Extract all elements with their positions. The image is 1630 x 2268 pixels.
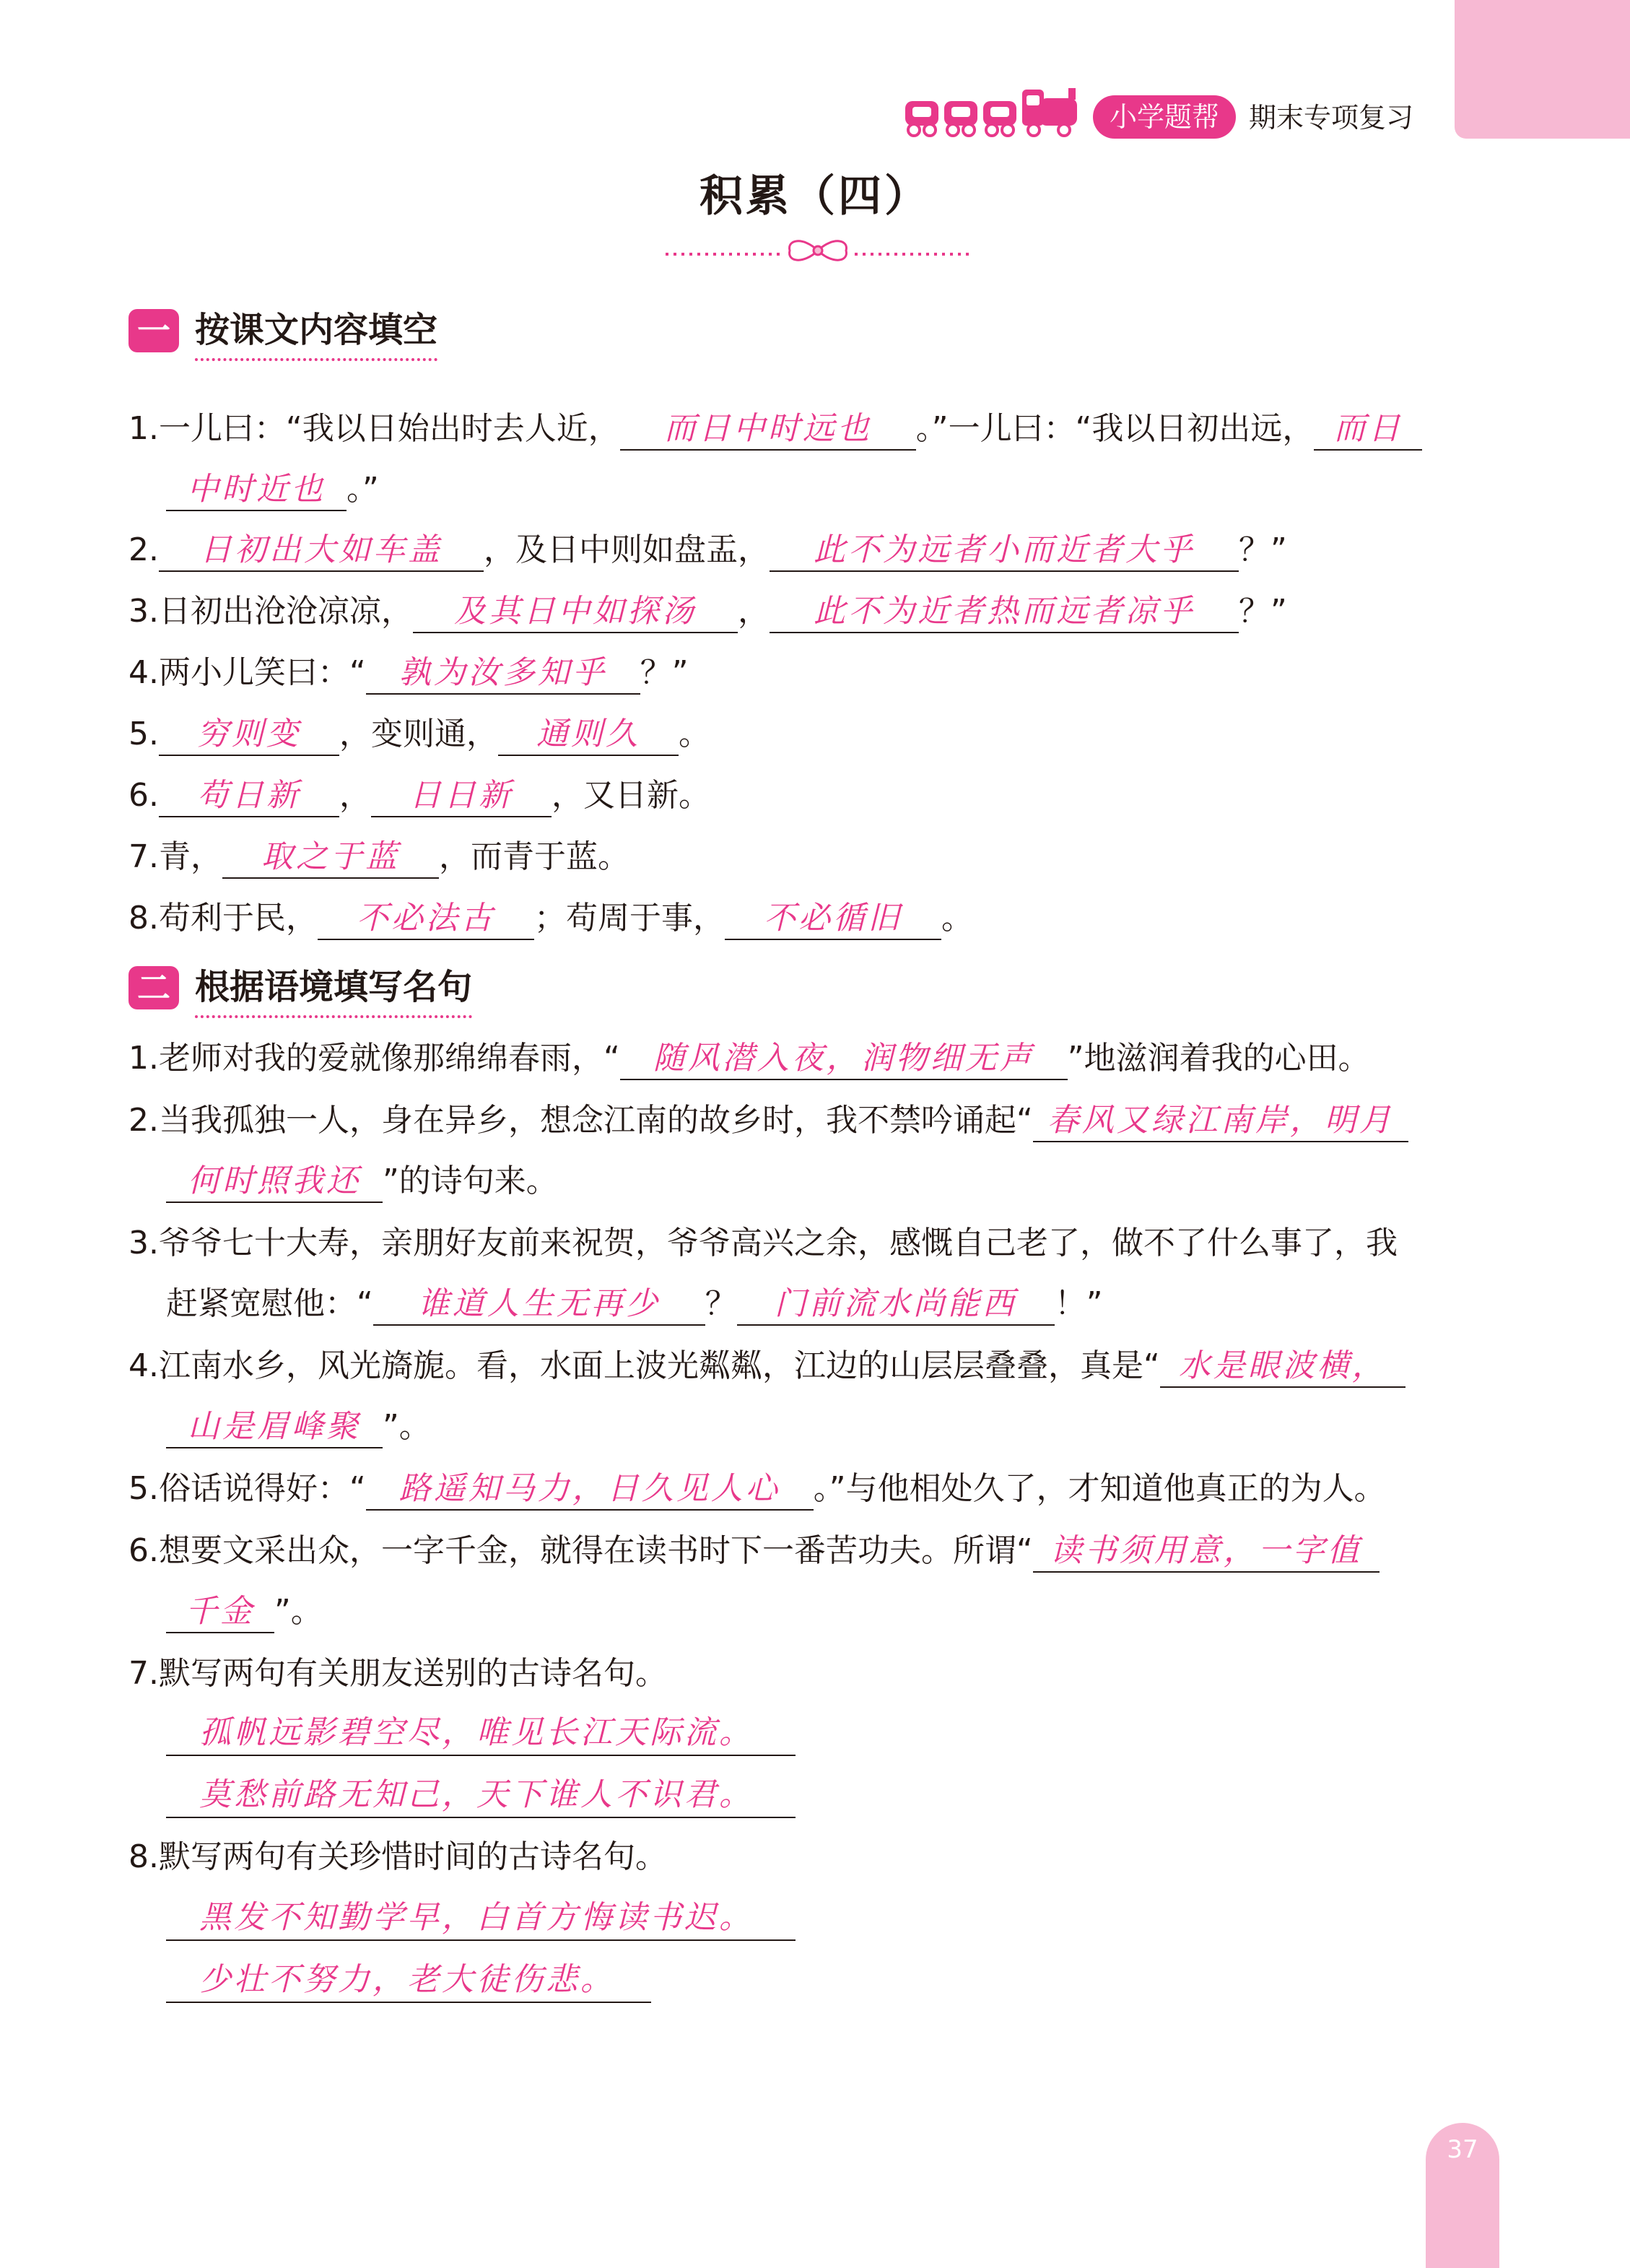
s1-q1-line1 xyxy=(128,407,1422,451)
q-num: 5. xyxy=(128,716,159,752)
q-text: 日初出沧沧凉凉， xyxy=(158,593,413,630)
q-text: 。” xyxy=(347,471,379,508)
s1-q8 xyxy=(128,897,973,940)
q-text: 俗话说得好：“ xyxy=(158,1470,366,1507)
s2-q2-line1 xyxy=(128,1099,1408,1142)
s2-q5 xyxy=(128,1467,1386,1511)
answer-blank: 日日新 xyxy=(371,775,552,817)
s2-q7-answer-2: 莫愁前路无知己，天下谁人不识君。 xyxy=(166,1773,796,1818)
q-text: ；苟周于事， xyxy=(533,900,725,937)
q-num: 4. xyxy=(128,654,159,691)
q-num: 8. xyxy=(128,900,159,937)
page-title: 积累（四） xyxy=(699,171,931,222)
q-num: 1. xyxy=(128,410,159,447)
answer-blank: 中时近也 xyxy=(166,469,347,511)
q-text: ，又日新。 xyxy=(551,777,710,814)
q-num: 7. xyxy=(128,838,159,875)
q-text: ，变则通， xyxy=(339,716,498,752)
answer-blank: 不必循旧 xyxy=(725,898,941,940)
s2-q8 xyxy=(128,1835,667,1879)
s2-q6-line1 xyxy=(128,1529,1380,1573)
section-1-number: 一 xyxy=(128,309,179,352)
corner-tab xyxy=(1455,0,1630,139)
answer-blank: 通则久 xyxy=(498,714,679,756)
q-text: ！” xyxy=(1054,1285,1103,1322)
answer-blank: 此不为远者小而近者大乎 xyxy=(770,530,1239,572)
q-text: ， xyxy=(339,777,371,814)
q-text: 苟利于民， xyxy=(158,900,318,937)
s1-q1-line2 xyxy=(166,468,379,511)
s2-q3-line1 xyxy=(128,1222,1398,1265)
q-text: ”的诗句来。 xyxy=(383,1163,558,1199)
q-text: 爷爷七十大寿，亲朋好友前来祝贺，爷爷高兴之余，感慨自己老了，做不了什么事了，我 xyxy=(158,1225,1398,1261)
q-num: 2. xyxy=(128,1102,159,1139)
q-num: 3. xyxy=(128,1225,159,1261)
q-num: 7. xyxy=(128,1655,159,1692)
answer-blank: 及其日中如探汤 xyxy=(413,591,738,633)
s2-q6-line2 xyxy=(166,1590,323,1633)
answer-blank: 取之于蓝 xyxy=(222,837,439,879)
q-text: 青， xyxy=(158,838,222,875)
q-num: 1. xyxy=(128,1040,159,1077)
q-text: 一儿曰：“我以日始出时去人近， xyxy=(158,410,620,447)
answer-blank: 读书须用意，一字值 xyxy=(1033,1531,1380,1573)
s2-q3-line2 xyxy=(166,1282,1103,1326)
page-number: 37 xyxy=(1426,2123,1499,2268)
s2-q1 xyxy=(128,1037,1370,1080)
q-text: ？” xyxy=(640,654,689,691)
answer-blank: 路遥知马力，日久见人心 xyxy=(366,1469,814,1511)
s2-q4-line2 xyxy=(166,1405,431,1448)
section-1-title: 按课文内容填空 xyxy=(195,306,437,361)
s2-q7-answer-1: 孤帆远影碧空尽，唯见长江天际流。 xyxy=(166,1711,796,1756)
s1-q6 xyxy=(128,774,710,817)
answer-blank: 水是眼波横， xyxy=(1160,1346,1405,1388)
answer-blank: 何时照我还 xyxy=(166,1161,383,1203)
s1-q2 xyxy=(128,529,1287,572)
s2-q8-answer-2: 少壮不努力，老大徒伤悲。 xyxy=(166,1958,651,2003)
q-num: 8. xyxy=(128,1838,159,1875)
answer-blank: 此不为近者热而远者凉乎 xyxy=(770,591,1239,633)
header-subtitle: 期末专项复习 xyxy=(1249,102,1414,134)
answer-blank: 春风又绿江南岸，明月 xyxy=(1033,1100,1408,1142)
section-2-title: 根据语境填写名句 xyxy=(195,963,472,1018)
q-text: ，而青于蓝。 xyxy=(438,838,629,875)
q-text: 江南水乡，风光旖旎。看，水面上波光粼粼，江边的山层层叠叠，真是“ xyxy=(158,1347,1160,1384)
answer-blank: 日初出大如车盖 xyxy=(159,530,484,572)
q-text: ”地滋润着我的心田。 xyxy=(1067,1040,1370,1077)
s2-q2-line2 xyxy=(166,1160,558,1203)
s1-q5 xyxy=(128,713,710,756)
answer-blank: 千金 xyxy=(166,1591,274,1633)
q-num: 2. xyxy=(128,531,159,568)
answer-blank: 不必法古 xyxy=(318,898,534,940)
s2-q7 xyxy=(128,1652,667,1695)
s1-q4 xyxy=(128,651,689,695)
q-text: 当我孤独一人，身在异乡，想念江南的故乡时，我不禁吟诵起“ xyxy=(158,1102,1033,1139)
q-num: 3. xyxy=(128,593,159,630)
q-text: ， xyxy=(737,593,770,630)
q-num: 6. xyxy=(128,777,159,814)
s1-q3 xyxy=(128,590,1287,633)
q-text: ？ xyxy=(705,1285,737,1322)
q-text: 默写两句有关珍惜时间的古诗名句。 xyxy=(158,1838,667,1875)
answer-blank: 穷则变 xyxy=(159,714,339,756)
q-text: ”。 xyxy=(274,1593,323,1630)
answer-blank: 山是眉峰聚 xyxy=(166,1407,383,1448)
answer-blank: 苟日新 xyxy=(159,775,339,817)
s2-q8-answer-1: 黑发不知勤学早，白首方悔读书迟。 xyxy=(166,1896,796,1941)
q-text: 。”与他相处久了，才知道他真正的为人。 xyxy=(813,1470,1386,1507)
answer-blank: 谁道人生无再少 xyxy=(373,1284,705,1326)
q-text: ？” xyxy=(1238,593,1287,630)
q-text: ？” xyxy=(1238,531,1287,568)
q-text: 。”一儿曰：“我以日初出远， xyxy=(915,410,1315,447)
s1-q7 xyxy=(128,835,629,879)
s2-q4-line1 xyxy=(128,1344,1405,1388)
section-2-number: 二 xyxy=(128,966,179,1009)
q-text: ，及日中则如盘盂， xyxy=(483,531,770,568)
q-text: 老师对我的爱就像那绵绵春雨，“ xyxy=(158,1040,620,1077)
q-text: 。 xyxy=(678,716,710,752)
q-text: 两小儿笑曰：“ xyxy=(158,654,366,691)
answer-blank: 孰为汝多知乎 xyxy=(366,653,640,695)
q-text: 赶紧宽慰他：“ xyxy=(166,1285,373,1322)
answer-blank: 门前流水尚能西 xyxy=(737,1284,1055,1326)
q-num: 5. xyxy=(128,1470,159,1507)
q-text: ”。 xyxy=(383,1408,431,1445)
bow-ornament-icon xyxy=(666,233,969,269)
q-num: 6. xyxy=(128,1532,159,1569)
header-badge: 小学题帮 xyxy=(1093,95,1236,139)
q-num: 4. xyxy=(128,1347,159,1384)
q-text: 想要文采出众，一字千金，就得在读书时下一番苦功夫。所谓“ xyxy=(158,1532,1033,1569)
q-text: 默写两句有关朋友送别的古诗名句。 xyxy=(158,1655,667,1692)
q-text: 。 xyxy=(941,900,973,937)
answer-blank: 而日中时远也 xyxy=(620,409,916,451)
answer-blank: 随风潜入夜，润物细无声 xyxy=(620,1038,1068,1080)
train-icon xyxy=(902,85,1083,143)
answer-blank: 而日 xyxy=(1314,409,1422,451)
